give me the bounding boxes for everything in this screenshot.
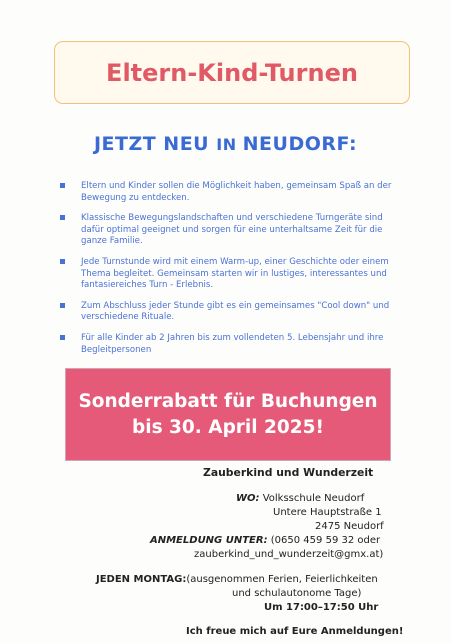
promo-line-1: Sonderrabatt für Buchungen	[78, 390, 378, 412]
list-item	[77, 213, 397, 248]
promo-banner	[65, 368, 391, 461]
flyer-title: Eltern-Kind-Turnen	[106, 58, 358, 87]
closing-text: Ich freue mich auf Eure Anmeldungen!	[186, 626, 404, 637]
title-box	[54, 41, 410, 104]
registration-phone: (0650 459 59 32 oder	[270, 535, 381, 546]
bullet-text: Zum Abschluss jeder Stunde gibt es ein gemeinsames "Cool down" und verschiedene Rituale.	[81, 300, 390, 323]
headline-part-3: NEUDORF:	[242, 133, 358, 155]
schedule-time: Um 17:00–17:50 Uhr	[264, 602, 379, 613]
bullet-text: Jede Turnstunde wird mit einem Warm-up, einer Geschichte oder einem Thema begleitet. Gemeinsam starten wir in lustiges, interessantes und fantasiereiches Turn - Erlebnis.	[81, 256, 389, 291]
list-item	[77, 301, 397, 324]
registration-label: ANMELDUNG UNTER:	[150, 535, 268, 546]
schedule-line-2: und schulautonome Tage)	[232, 588, 362, 599]
promo-line-2: bis 30. April 2025!	[132, 416, 324, 438]
bullet-text: Eltern und Kinder sollen die Möglichkeit haben, gemeinsam Spaß an der Bewegung zu entdecken.	[81, 181, 392, 203]
headline-part-2: IN	[216, 135, 243, 154]
bullet-list	[77, 181, 397, 365]
location-line-3: 2475 Neudorf	[315, 521, 384, 532]
list-item	[77, 333, 397, 356]
bullet-square-icon	[60, 183, 65, 188]
bullet-square-icon	[60, 215, 65, 220]
bullet-text: Klassische Bewegungslandschaften und verschiedene Turngeräte sind dafür optimal geeignet und sorgen für eine unterhaltsame Zeit für die ganze Familie.	[81, 213, 383, 247]
bullet-square-icon	[60, 303, 65, 308]
headline-part-1: JETZT NEU	[93, 133, 217, 155]
location-line-2: Untere Hauptstraße 1	[273, 507, 382, 518]
headline	[0, 133, 451, 155]
registration-block	[150, 534, 390, 562]
schedule-label: JEDEN MONTAG:	[96, 574, 187, 585]
organizer-name: Zauberkind und Wunderzeit	[203, 466, 374, 479]
bullet-text: Für alle Kinder ab 2 Jahren bis zum vollendeten 5. Lebensjahr und ihre Begleitpersonen	[81, 332, 384, 355]
location-line-1: Volksschule Neudorf	[262, 493, 365, 504]
location-label: WO:	[236, 493, 260, 504]
location-block	[236, 492, 386, 534]
list-item	[77, 181, 397, 204]
list-item	[77, 257, 397, 292]
bullet-square-icon	[60, 259, 65, 264]
schedule-line-1: (ausgenommen Ferien, Feierlichkeiten	[186, 574, 378, 585]
schedule-block	[96, 573, 396, 615]
registration-email: zauberkind_und_wunderzeit@gmx.at)	[194, 549, 384, 560]
bullet-square-icon	[60, 335, 65, 340]
